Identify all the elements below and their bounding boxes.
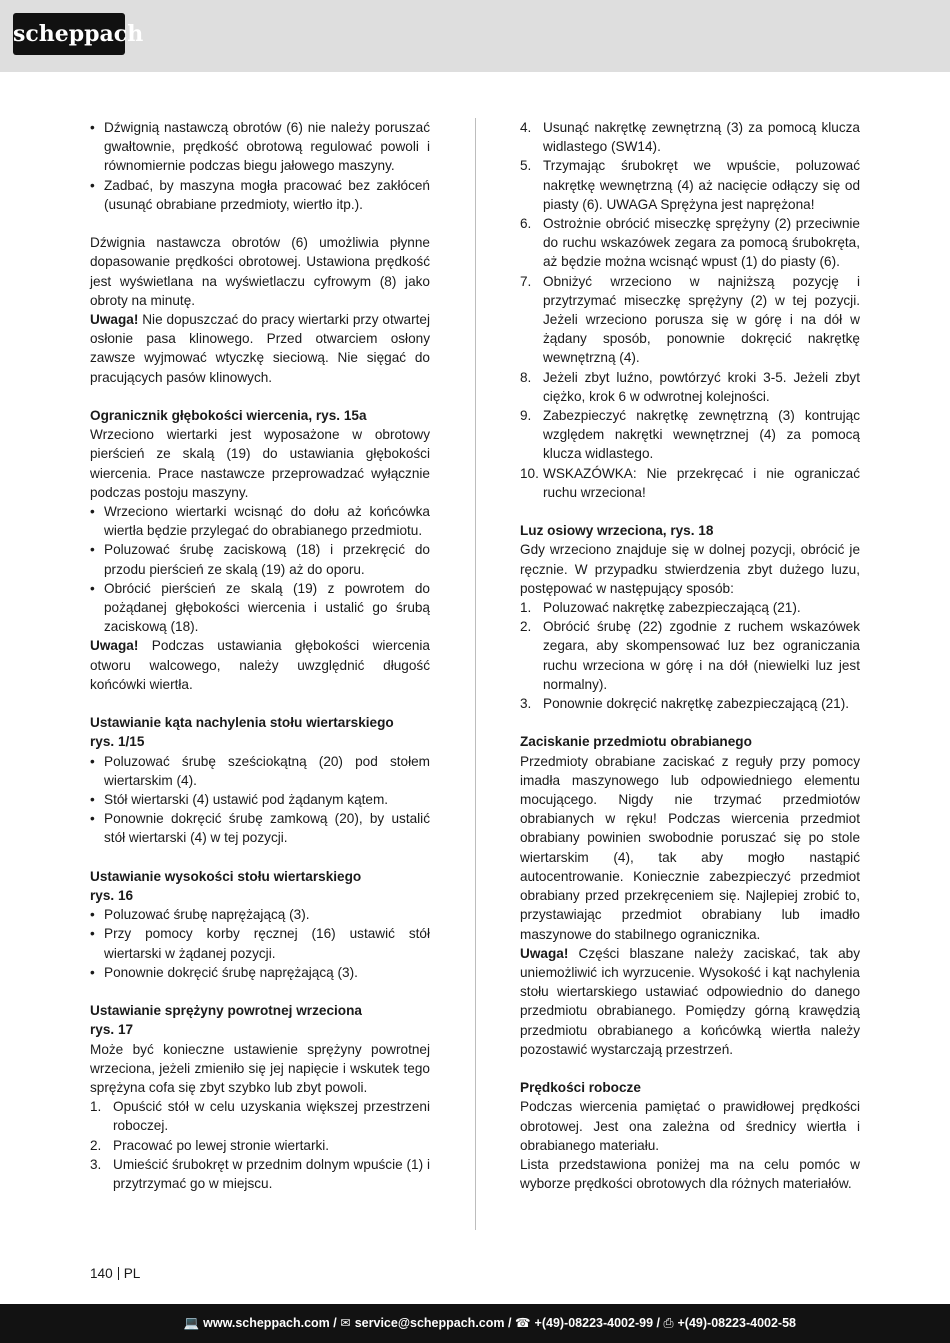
fax-icon: ⎙ — [663, 1316, 674, 1330]
list-item: • Przy pomocy korby ręcznej (16) ustawić stół wiertarski w żądanej pozycji. — [90, 924, 430, 962]
left-column — [90, 118, 430, 1193]
phone-icon: ☎ — [514, 1316, 531, 1330]
numbered-step: 8. Jeżeli zbyt luźno, powtórzyć kroki 3-5. Jeżeli zbyt ciężko, krok 6 w odwrotnej kolejności. — [520, 369, 860, 404]
warning-paragraph: Uwaga! Nie dopuszczać do pracy wiertarki przy otwartej osłonie pasa klinowego. Przed otwarciem osłony zawsze wyjmować wtyczkę sieciową. Nie sięgać do pracujących pasów klinowych. — [90, 312, 430, 385]
page-number: 140 PL — [90, 1266, 141, 1281]
numbered-step: 2. Obrócić śrubę (22) zgodnie z ruchem wskazówek zegara, aby skompensować luz bez ograniczania ruchu wrzeciona w górę i na dół (niewielki luz jest normalny). — [520, 619, 860, 692]
section-heading: Ogranicznik głębokości wiercenia, rys. 15a — [90, 408, 367, 424]
numbered-step: 2. Pracować po lewej stronie wiertarki. — [90, 1137, 330, 1153]
section-heading: Prędkości robocze — [520, 1080, 641, 1096]
list-item: • Ponownie dokręcić śrubę naprężającą (3). — [90, 963, 430, 982]
paragraph: Gdy wrzeciono znajduje się w dolnej pozycji, obrócić je ręcznie. W przypadku stwierdzenia zbyt dużego luzu, postępować w następujący sposób: — [520, 542, 860, 596]
numbered-step: 10. WSKAZÓWKA: Nie przekręcać i nie ograniczać ruchu wrzeciona! — [520, 465, 860, 500]
numbered-step: 4. Usunąć nakrętkę zewnętrzną (3) za pomocą klucza widlastego (SW14). — [520, 120, 860, 155]
paragraph: Może być konieczne ustawienie sprężyny powrotnej wrzeciona, jeżeli zmieniło się jej napięcie i wskutek tego sprężyna cofa się zbyt szybko lub zbyt powoli. — [90, 1041, 430, 1096]
scheppach-logo: scheppach — [13, 13, 125, 55]
warning-paragraph: Uwaga! Części blaszane należy zaciskać, tak aby uniemożliwić ich wyrzucenie. Wysokość i kąt nachylenia stołu wiertarskiego ustawiać odpowiednio do danego przedmiotu obrabianego. Pomiędzy górną krawędzią przedmiotu obrabianego a końcówką wiertła należy pozostawić wystarczają przestrzeń. — [520, 945, 860, 1057]
website-link[interactable]: www.scheppach.com — [203, 1316, 330, 1330]
numbered-step: 3. Ponownie dokręcić nakrętkę zabezpieczającą (21). — [520, 696, 850, 712]
section-heading: Ustawianie sprężyny powrotnej wrzeciona rys. 17 — [90, 1003, 362, 1038]
paragraph: Wrzeciono wiertarki jest wyposażone w obrotowy pierścień ze skalą (19) do ustawiania głębokości wiercenia. Prace nastawcze przeprowadzać wyłącznie podczas postoju maszyny. — [90, 427, 430, 500]
right-column — [520, 118, 860, 1193]
numbered-step: 5. Trzymając śrubokręt we wpuście, poluzować nakrętkę wewnętrzną (4) aż nacięcie odłączy się od piasty (6). UWAGA Sprężyna jest naprężona! — [520, 158, 860, 212]
numbered-step: 9. Zabezpieczyć nakrętkę zewnętrzną (3) kontrując względem nakrętki wewnętrznej (4) za pomocą klucza widlastego. — [520, 408, 860, 462]
warning-label: Uwaga! — [90, 638, 139, 654]
monitor-icon: 💻 — [183, 1316, 200, 1330]
list-item: • Wrzeciono wiertarki wcisnąć do dołu aż końcówka wiertła będzie przylegać do obrabianego przedmiotu. — [90, 502, 430, 540]
footer-contact-bar: 💻 www.scheppach.com / ✉ service@scheppach.com / ☎ +(49)-08223-4002-99 / ⎙ +(49)-08223-4002-58 — [0, 1304, 950, 1343]
column-divider — [475, 118, 476, 1230]
list-item: • Obrócić pierścień ze skalą (19) z powrotem do pożądanej głębokości wiercenia i ustalić go śrubą zaciskową (18). — [90, 579, 430, 637]
list-item: • Poluzować śrubę sześciokątną (20) pod stołem wiertarskim (4). — [90, 752, 430, 790]
fax-number: +(49)-08223-4002-58 — [677, 1316, 796, 1330]
list-item: • Poluzować śrubę zaciskową (18) i przekręcić do przodu pierścień ze skalą (19) aż do oporu. — [90, 540, 430, 578]
warning-paragraph: Uwaga! Podczas ustawiania głębokości wiercenia otworu walcowego, należy uwzględnić długość końcówki wiertła. — [90, 638, 430, 692]
paragraph: Lista przedstawiona poniżej ma na celu pomóc w wyborze prędkości obrotowych dla różnych materiałów. — [520, 1156, 860, 1192]
section-heading: Luz osiowy wrzeciona, rys. 18 — [520, 523, 714, 539]
list-item: • Ponownie dokręcić śrubę zamkową (20), by ustalić stół wiertarski (4) w tej pozycji. — [90, 809, 430, 847]
numbered-step: 7. Obniżyć wrzeciono w najniższą pozycję i przytrzymać miseczkę sprężyny (2) w tej pozycji. Jeżeli wrzeciono porusza się w górę i na dół w żądany sposób, ponownie dokręcić nakrętkę wewnętrzną (4). — [520, 273, 860, 366]
section-heading: Zaciskanie przedmiotu obrabianego — [520, 734, 752, 750]
numbered-step: 3. Umieścić śrubokręt w przednim dolnym wpuście (1) i przytrzymać go w miejscu. — [90, 1156, 430, 1192]
numbered-step: 1. Opuścić stół w celu uzyskania większej przestrzeni roboczej. — [90, 1099, 430, 1134]
paragraph: Przedmioty obrabiane zaciskać z reguły przy pomocy imadła maszynowego lub odpowiedniego elementu mocującego. Nigdy nie trzymać przedmiotów obrabianych w ręku! Podczas wiercenia przedmiot obrabiany powinien swobodnie poruszać się po stole wiertarskim (4), tak aby mogło nastąpić autocentrowanie. Koniecznie zabezpieczyć przedmiot obrabiany przed przekręceniem się. Najlepiej zrobić to, przystawiając przedmiot obrabiany lub imadło maszynowe do stabilnego ogranicznika. — [520, 753, 860, 942]
list-item: • Dźwignią nastawczą obrotów (6) nie należy poruszać gwałtownie, prędkość obrotową regulować powoli i równomiernie podczas biegu jałowego maszyny. — [90, 118, 430, 176]
phone-number: +(49)-08223-4002-99 — [534, 1316, 654, 1330]
section-heading: Ustawianie kąta nachylenia stołu wiertarskiego rys. 1/15 — [90, 715, 394, 750]
email-link[interactable]: service@scheppach.com — [354, 1316, 505, 1330]
paragraph: Podczas wiercenia pamiętać o prawidłowej prędkości obrotowej. Jest ona zależna od średnicy wiertła i obrabianego materiału. — [520, 1099, 860, 1153]
list-item: • Stół wiertarski (4) ustawić pod żądanym kątem. — [90, 790, 430, 809]
numbered-step: 6. Ostrożnie obrócić miseczkę sprężyny (2) przeciwnie do ruchu wskazówek zegara za pomocą śrubokręta, aż będzie można wcisnąć wpust (1) do piasty (6). — [520, 216, 860, 270]
numbered-step: 1. Poluzować nakrętkę zabezpieczającą (21). — [520, 600, 801, 616]
paragraph: Dźwignia nastawcza obrotów (6) umożliwia płynne dopasowanie prędkości obrotowej. Ustawiona prędkość jest wyświetlana na wyświetlaczu cyfrowym (8) jako obroty na minutę. — [90, 235, 430, 308]
list-item: • Zadbać, by maszyna mogła pracować bez zakłóceń (usunąć obrabiane przedmioty, wiertło itp.). — [90, 176, 430, 214]
warning-label: Uwaga! — [90, 312, 139, 328]
warning-label: Uwaga! — [520, 945, 569, 961]
mail-icon: ✉ — [340, 1316, 351, 1330]
section-heading: Ustawianie wysokości stołu wiertarskiego rys. 16 — [90, 868, 362, 904]
header-band — [0, 0, 950, 72]
list-item: • Poluzować śrubę naprężającą (3). — [90, 905, 430, 924]
